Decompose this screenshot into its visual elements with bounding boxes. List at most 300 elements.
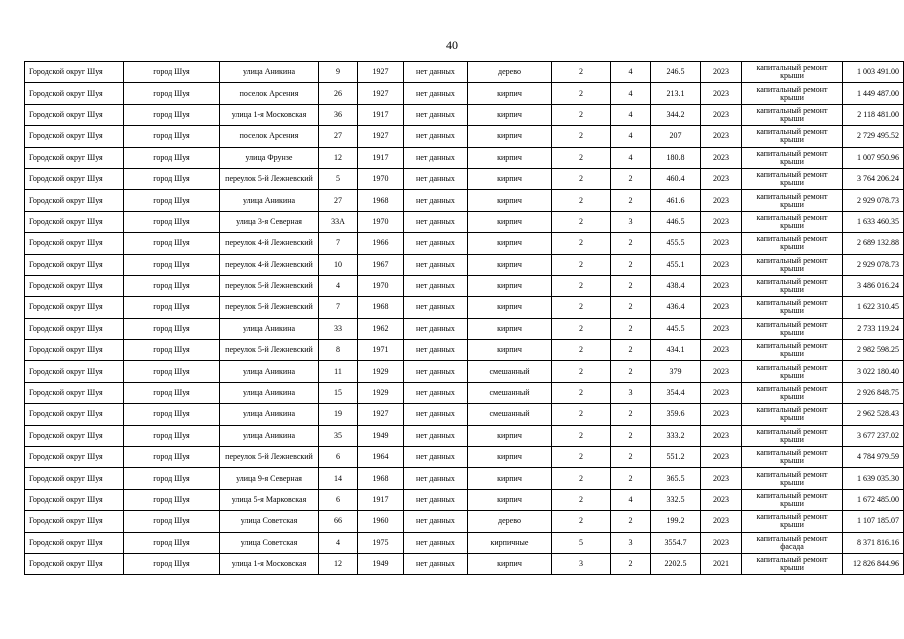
table-row: [25, 147, 904, 168]
cell-street: улица Аникина: [220, 425, 319, 446]
cell-floors: 2: [552, 104, 611, 125]
cell-area: 455.1: [651, 254, 701, 275]
cell-area: 180.8: [651, 147, 701, 168]
cell-cost: 1 449 487.00: [843, 83, 904, 104]
cell-floors: 2: [552, 297, 611, 318]
cell-floors: 2: [552, 511, 611, 532]
cell-wall-material: кирпич: [468, 104, 552, 125]
table-row: [25, 211, 904, 232]
housing-repair-table: [24, 61, 904, 575]
cell-build-year: 1971: [358, 340, 404, 361]
cell-street: улица Советская: [220, 511, 319, 532]
cell-entrances: 3: [611, 211, 651, 232]
table-row: [25, 126, 904, 147]
cell-cost: 1 003 491.00: [843, 62, 904, 83]
cell-entrances: 4: [611, 489, 651, 510]
cell-commission-year: нет данных: [404, 83, 468, 104]
cell-house-number: 5: [319, 168, 358, 189]
cell-settlement: город Шуя: [124, 511, 220, 532]
cell-wall-material: кирпич: [468, 318, 552, 339]
cell-municipality: Городской округ Шуя: [25, 318, 124, 339]
cell-street: улица 5-я Марковская: [220, 489, 319, 510]
cell-build-year: 1927: [358, 126, 404, 147]
cell-repair-type: капитальный ремонт крыши: [742, 126, 843, 147]
cell-repair-type: капитальный ремонт крыши: [742, 468, 843, 489]
cell-repair-year: 2023: [701, 511, 742, 532]
cell-municipality: Городской округ Шуя: [25, 254, 124, 275]
cell-repair-type: капитальный ремонт крыши: [742, 104, 843, 125]
cell-area: 445.5: [651, 318, 701, 339]
cell-entrances: 4: [611, 147, 651, 168]
cell-repair-year: 2023: [701, 532, 742, 553]
cell-entrances: 2: [611, 511, 651, 532]
cell-wall-material: кирпич: [468, 254, 552, 275]
cell-area: 332.5: [651, 489, 701, 510]
cell-cost: 2 929 078.73: [843, 190, 904, 211]
cell-settlement: город Шуя: [124, 425, 220, 446]
cell-entrances: 4: [611, 62, 651, 83]
cell-build-year: 1917: [358, 147, 404, 168]
cell-cost: 8 371 816.16: [843, 532, 904, 553]
cell-area: 344.2: [651, 104, 701, 125]
cell-municipality: Городской округ Шуя: [25, 211, 124, 232]
cell-street: переулок 5-й Лежневский: [220, 297, 319, 318]
cell-area: 551.2: [651, 447, 701, 468]
cell-cost: 3 677 237.02: [843, 425, 904, 446]
cell-settlement: город Шуя: [124, 83, 220, 104]
cell-street: улица Аникина: [220, 62, 319, 83]
cell-wall-material: кирпич: [468, 340, 552, 361]
cell-area: 460.4: [651, 168, 701, 189]
cell-street: улица 1-я Московская: [220, 553, 319, 574]
cell-build-year: 1967: [358, 254, 404, 275]
cell-cost: 2 926 848.75: [843, 382, 904, 403]
cell-cost: 2 929 078.73: [843, 254, 904, 275]
cell-floors: 2: [552, 489, 611, 510]
cell-street: переулок 4-й Лежневский: [220, 233, 319, 254]
cell-wall-material: кирпичные: [468, 532, 552, 553]
cell-entrances: 2: [611, 340, 651, 361]
table-row: [25, 382, 904, 403]
cell-wall-material: смешанный: [468, 361, 552, 382]
cell-repair-year: 2023: [701, 447, 742, 468]
cell-house-number: 12: [319, 553, 358, 574]
cell-commission-year: нет данных: [404, 447, 468, 468]
cell-commission-year: нет данных: [404, 147, 468, 168]
cell-municipality: Городской округ Шуя: [25, 62, 124, 83]
cell-entrances: 2: [611, 233, 651, 254]
cell-entrances: 2: [611, 553, 651, 574]
cell-municipality: Городской округ Шуя: [25, 468, 124, 489]
cell-build-year: 1975: [358, 532, 404, 553]
cell-build-year: 1970: [358, 275, 404, 296]
cell-commission-year: нет данных: [404, 404, 468, 425]
cell-street: улица Аникина: [220, 318, 319, 339]
cell-repair-year: 2023: [701, 254, 742, 275]
cell-build-year: 1960: [358, 511, 404, 532]
table-row: [25, 361, 904, 382]
cell-repair-year: 2023: [701, 104, 742, 125]
cell-entrances: 2: [611, 168, 651, 189]
cell-settlement: город Шуя: [124, 233, 220, 254]
cell-build-year: 1962: [358, 318, 404, 339]
cell-house-number: 4: [319, 275, 358, 296]
cell-cost: 2 118 481.00: [843, 104, 904, 125]
page-number: 40: [446, 38, 458, 52]
cell-repair-year: 2023: [701, 361, 742, 382]
cell-floors: 2: [552, 275, 611, 296]
cell-settlement: город Шуя: [124, 553, 220, 574]
cell-cost: 1 007 950.96: [843, 147, 904, 168]
cell-commission-year: нет данных: [404, 190, 468, 211]
cell-repair-type: капитальный ремонт крыши: [742, 447, 843, 468]
cell-commission-year: нет данных: [404, 382, 468, 403]
cell-cost: 1 107 185.07: [843, 511, 904, 532]
cell-area: 436.4: [651, 297, 701, 318]
cell-floors: 2: [552, 382, 611, 403]
table-row: [25, 275, 904, 296]
cell-cost: 12 826 844.96: [843, 553, 904, 574]
cell-house-number: 6: [319, 447, 358, 468]
cell-municipality: Городской округ Шуя: [25, 382, 124, 403]
cell-street: переулок 5-й Лежневский: [220, 275, 319, 296]
cell-area: 2202.5: [651, 553, 701, 574]
cell-repair-year: 2023: [701, 190, 742, 211]
cell-floors: 2: [552, 190, 611, 211]
cell-settlement: город Шуя: [124, 382, 220, 403]
cell-repair-type: капитальный ремонт фасада: [742, 532, 843, 553]
cell-area: 333.2: [651, 425, 701, 446]
cell-settlement: город Шуя: [124, 468, 220, 489]
cell-cost: 3 764 206.24: [843, 168, 904, 189]
cell-street: улица Аникина: [220, 361, 319, 382]
cell-entrances: 3: [611, 532, 651, 553]
cell-build-year: 1949: [358, 553, 404, 574]
cell-repair-year: 2023: [701, 340, 742, 361]
cell-repair-type: капитальный ремонт крыши: [742, 404, 843, 425]
cell-wall-material: кирпич: [468, 168, 552, 189]
cell-house-number: 66: [319, 511, 358, 532]
cell-settlement: город Шуя: [124, 126, 220, 147]
cell-street: улица Советская: [220, 532, 319, 553]
cell-floors: 2: [552, 211, 611, 232]
table-row: [25, 511, 904, 532]
cell-area: 365.5: [651, 468, 701, 489]
cell-street: поселок Арсения: [220, 83, 319, 104]
cell-entrances: 4: [611, 104, 651, 125]
cell-repair-year: 2023: [701, 275, 742, 296]
cell-repair-year: 2023: [701, 83, 742, 104]
cell-entrances: 2: [611, 468, 651, 489]
cell-municipality: Городской округ Шуя: [25, 275, 124, 296]
cell-area: 199.2: [651, 511, 701, 532]
cell-entrances: 2: [611, 425, 651, 446]
cell-build-year: 1949: [358, 425, 404, 446]
cell-settlement: город Шуя: [124, 254, 220, 275]
table-row: [25, 62, 904, 83]
cell-wall-material: смешанный: [468, 404, 552, 425]
cell-repair-type: капитальный ремонт крыши: [742, 62, 843, 83]
cell-repair-year: 2023: [701, 489, 742, 510]
cell-floors: 2: [552, 404, 611, 425]
cell-repair-year: 2023: [701, 468, 742, 489]
table-row: [25, 425, 904, 446]
cell-settlement: город Шуя: [124, 404, 220, 425]
cell-entrances: 2: [611, 190, 651, 211]
cell-wall-material: кирпич: [468, 489, 552, 510]
cell-street: улица 9-я Северная: [220, 468, 319, 489]
cell-wall-material: кирпич: [468, 147, 552, 168]
cell-entrances: 2: [611, 361, 651, 382]
cell-entrances: 2: [611, 254, 651, 275]
cell-floors: 2: [552, 168, 611, 189]
cell-settlement: город Шуя: [124, 340, 220, 361]
cell-area: 3554.7: [651, 532, 701, 553]
table-row: [25, 318, 904, 339]
cell-settlement: город Шуя: [124, 489, 220, 510]
cell-area: 379: [651, 361, 701, 382]
cell-floors: 2: [552, 83, 611, 104]
cell-area: 455.5: [651, 233, 701, 254]
cell-repair-type: капитальный ремонт крыши: [742, 147, 843, 168]
cell-street: поселок Арсения: [220, 126, 319, 147]
cell-settlement: город Шуя: [124, 297, 220, 318]
cell-municipality: Городской округ Шуя: [25, 190, 124, 211]
cell-settlement: город Шуя: [124, 361, 220, 382]
cell-house-number: 10: [319, 254, 358, 275]
cell-house-number: 4: [319, 532, 358, 553]
cell-repair-year: 2023: [701, 318, 742, 339]
cell-cost: 2 733 119.24: [843, 318, 904, 339]
cell-settlement: город Шуя: [124, 318, 220, 339]
cell-build-year: 1929: [358, 361, 404, 382]
cell-repair-year: 2023: [701, 168, 742, 189]
cell-cost: 3 022 180.40: [843, 361, 904, 382]
cell-street: переулок 5-й Лежневский: [220, 447, 319, 468]
cell-repair-year: 2023: [701, 425, 742, 446]
cell-repair-type: капитальный ремонт крыши: [742, 340, 843, 361]
table-row: [25, 532, 904, 553]
cell-municipality: Городской округ Шуя: [25, 340, 124, 361]
cell-floors: 2: [552, 361, 611, 382]
cell-commission-year: нет данных: [404, 425, 468, 446]
cell-commission-year: нет данных: [404, 168, 468, 189]
cell-municipality: Городской округ Шуя: [25, 425, 124, 446]
cell-cost: 2 962 528.43: [843, 404, 904, 425]
cell-build-year: 1964: [358, 447, 404, 468]
cell-entrances: 2: [611, 297, 651, 318]
cell-municipality: Городской округ Шуя: [25, 447, 124, 468]
cell-street: улица Фрунзе: [220, 147, 319, 168]
cell-repair-year: 2023: [701, 233, 742, 254]
cell-wall-material: кирпич: [468, 297, 552, 318]
cell-repair-year: 2023: [701, 297, 742, 318]
cell-commission-year: нет данных: [404, 62, 468, 83]
cell-house-number: 19: [319, 404, 358, 425]
cell-street: переулок 5-й Лежневский: [220, 340, 319, 361]
cell-commission-year: нет данных: [404, 361, 468, 382]
cell-settlement: город Шуя: [124, 147, 220, 168]
cell-repair-year: 2023: [701, 126, 742, 147]
table-row: [25, 233, 904, 254]
cell-house-number: 7: [319, 233, 358, 254]
cell-repair-year: 2023: [701, 147, 742, 168]
cell-wall-material: кирпич: [468, 126, 552, 147]
table-row: [25, 104, 904, 125]
cell-commission-year: нет данных: [404, 275, 468, 296]
cell-municipality: Городской округ Шуя: [25, 168, 124, 189]
cell-house-number: 15: [319, 382, 358, 403]
cell-area: 461.6: [651, 190, 701, 211]
cell-repair-type: капитальный ремонт крыши: [742, 297, 843, 318]
cell-repair-year: 2023: [701, 382, 742, 403]
table-row: [25, 340, 904, 361]
cell-build-year: 1929: [358, 382, 404, 403]
cell-cost: 4 784 979.59: [843, 447, 904, 468]
cell-repair-type: капитальный ремонт крыши: [742, 489, 843, 510]
cell-house-number: 11: [319, 361, 358, 382]
cell-build-year: 1927: [358, 62, 404, 83]
cell-wall-material: кирпич: [468, 553, 552, 574]
cell-settlement: город Шуя: [124, 190, 220, 211]
cell-cost: 2 982 598.25: [843, 340, 904, 361]
cell-build-year: 1966: [358, 233, 404, 254]
cell-repair-type: капитальный ремонт крыши: [742, 168, 843, 189]
cell-settlement: город Шуя: [124, 447, 220, 468]
cell-municipality: Городской округ Шуя: [25, 126, 124, 147]
cell-cost: 1 633 460.35: [843, 211, 904, 232]
table-row: [25, 83, 904, 104]
cell-repair-type: капитальный ремонт крыши: [742, 83, 843, 104]
cell-floors: 2: [552, 425, 611, 446]
cell-wall-material: кирпич: [468, 83, 552, 104]
cell-house-number: 33А: [319, 211, 358, 232]
cell-street: переулок 5-й Лежневский: [220, 168, 319, 189]
cell-municipality: Городской округ Шуя: [25, 511, 124, 532]
table-row: [25, 297, 904, 318]
table-row: [25, 553, 904, 574]
table-row: [25, 190, 904, 211]
cell-floors: 2: [552, 447, 611, 468]
cell-municipality: Городской округ Шуя: [25, 147, 124, 168]
cell-build-year: 1927: [358, 83, 404, 104]
cell-area: 438.4: [651, 275, 701, 296]
cell-floors: 3: [552, 553, 611, 574]
cell-municipality: Городской округ Шуя: [25, 489, 124, 510]
cell-wall-material: кирпич: [468, 275, 552, 296]
cell-floors: 2: [552, 254, 611, 275]
cell-cost: 2 689 132.88: [843, 233, 904, 254]
cell-entrances: 4: [611, 83, 651, 104]
cell-wall-material: кирпич: [468, 233, 552, 254]
cell-commission-year: нет данных: [404, 297, 468, 318]
cell-commission-year: нет данных: [404, 254, 468, 275]
cell-repair-year: 2021: [701, 553, 742, 574]
cell-commission-year: нет данных: [404, 233, 468, 254]
cell-wall-material: дерево: [468, 62, 552, 83]
cell-commission-year: нет данных: [404, 126, 468, 147]
table-row: [25, 468, 904, 489]
cell-area: 207: [651, 126, 701, 147]
cell-build-year: 1968: [358, 190, 404, 211]
cell-cost: 1 622 310.45: [843, 297, 904, 318]
cell-street: улица Аникина: [220, 382, 319, 403]
cell-repair-type: капитальный ремонт крыши: [742, 275, 843, 296]
cell-commission-year: нет данных: [404, 553, 468, 574]
cell-commission-year: нет данных: [404, 532, 468, 553]
cell-floors: 2: [552, 233, 611, 254]
cell-house-number: 6: [319, 489, 358, 510]
cell-repair-type: капитальный ремонт крыши: [742, 233, 843, 254]
cell-settlement: город Шуя: [124, 104, 220, 125]
cell-house-number: 27: [319, 190, 358, 211]
cell-area: 434.1: [651, 340, 701, 361]
cell-entrances: 2: [611, 447, 651, 468]
cell-settlement: город Шуя: [124, 211, 220, 232]
cell-wall-material: кирпич: [468, 468, 552, 489]
cell-area: 359.6: [651, 404, 701, 425]
cell-municipality: Городской округ Шуя: [25, 361, 124, 382]
cell-settlement: город Шуя: [124, 62, 220, 83]
cell-area: 246.5: [651, 62, 701, 83]
cell-build-year: 1927: [358, 404, 404, 425]
cell-build-year: 1968: [358, 297, 404, 318]
table-row: [25, 168, 904, 189]
cell-wall-material: кирпич: [468, 211, 552, 232]
cell-street: улица 3-я Северная: [220, 211, 319, 232]
cell-entrances: 2: [611, 318, 651, 339]
table-row: [25, 254, 904, 275]
cell-floors: 2: [552, 468, 611, 489]
cell-build-year: 1968: [358, 468, 404, 489]
cell-repair-type: капитальный ремонт крыши: [742, 318, 843, 339]
cell-municipality: Городской округ Шуя: [25, 404, 124, 425]
cell-commission-year: нет данных: [404, 318, 468, 339]
cell-entrances: 2: [611, 275, 651, 296]
cell-wall-material: дерево: [468, 511, 552, 532]
cell-wall-material: кирпич: [468, 447, 552, 468]
table-row: [25, 404, 904, 425]
cell-municipality: Городской округ Шуя: [25, 532, 124, 553]
cell-house-number: 7: [319, 297, 358, 318]
cell-cost: 3 486 016.24: [843, 275, 904, 296]
cell-settlement: город Шуя: [124, 275, 220, 296]
cell-house-number: 26: [319, 83, 358, 104]
cell-municipality: Городской округ Шуя: [25, 297, 124, 318]
cell-commission-year: нет данных: [404, 489, 468, 510]
table-row: [25, 447, 904, 468]
cell-area: 354.4: [651, 382, 701, 403]
cell-entrances: 2: [611, 404, 651, 425]
cell-house-number: 33: [319, 318, 358, 339]
cell-commission-year: нет данных: [404, 340, 468, 361]
cell-build-year: 1970: [358, 211, 404, 232]
cell-repair-type: капитальный ремонт крыши: [742, 425, 843, 446]
cell-street: улица Аникина: [220, 190, 319, 211]
cell-area: 213.1: [651, 83, 701, 104]
cell-repair-type: капитальный ремонт крыши: [742, 211, 843, 232]
cell-floors: 2: [552, 62, 611, 83]
cell-cost: 2 729 495.52: [843, 126, 904, 147]
cell-repair-year: 2023: [701, 404, 742, 425]
cell-municipality: Городской округ Шуя: [25, 104, 124, 125]
cell-house-number: 27: [319, 126, 358, 147]
cell-floors: 2: [552, 147, 611, 168]
cell-wall-material: кирпич: [468, 425, 552, 446]
cell-build-year: 1917: [358, 104, 404, 125]
cell-repair-type: капитальный ремонт крыши: [742, 361, 843, 382]
cell-entrances: 3: [611, 382, 651, 403]
